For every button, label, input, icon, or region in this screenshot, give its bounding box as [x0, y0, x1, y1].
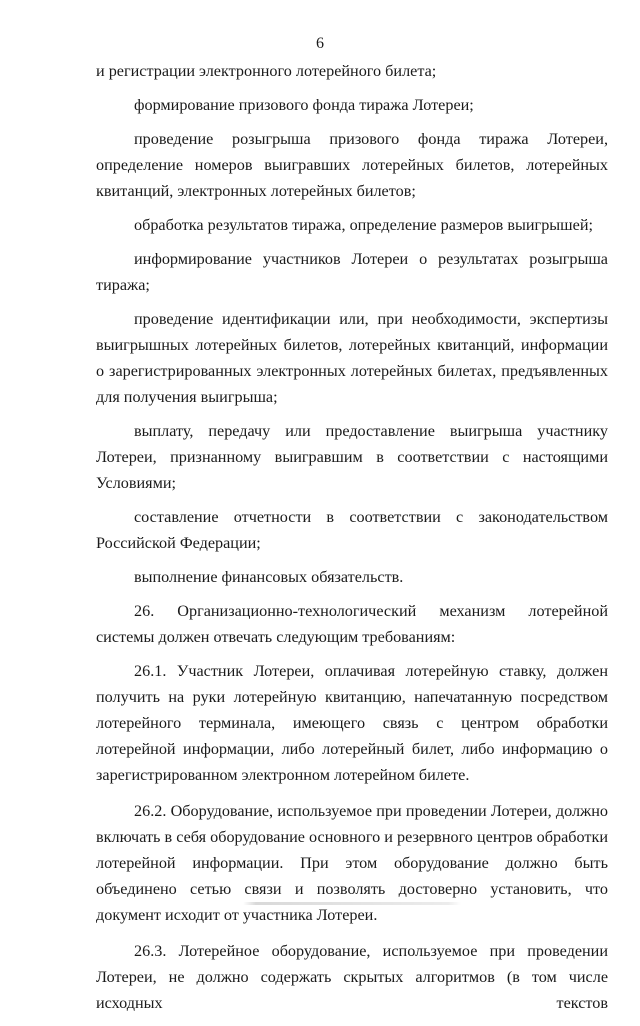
- paragraph-prize-fund-formation: формирование призового фонда тиража Лотереи;: [134, 96, 474, 114]
- paragraph-participant-informing: информирование участников Лотереи о результатах розыгрыша тиража;: [96, 250, 608, 294]
- paragraph-prize-payout: выплату, передачу или предоставление выигрыша участнику Лотереи, признанному выигравшим в соответствии с настоящими Условиями;: [96, 422, 608, 492]
- paragraph-results-processing: обработка результатов тиража, определение размеров выигрышей;: [134, 216, 593, 234]
- paragraph-section-26: 26. Организационно-технологический механизм лотерейной системы должен отвечать следующим требованиям:: [96, 602, 608, 646]
- paragraph-financial-obligations: выполнение финансовых обязательств.: [134, 568, 404, 586]
- paragraph-section-26-2: 26.2. Оборудование, используемое при проведении Лотереи, должно включать в себя оборудование основного и резервного центров обработки лотерейной информации. При этом оборудование должно быть объединено сетью связи и позволять достоверно установить, что документ исходит от участника Лотереи.: [96, 802, 608, 924]
- paragraph-draw-conduct: проведение розыгрыша призового фонда тиража Лотереи, определение номеров выигравших лотерейных билетов, лотерейных квитанций, электронных лотерейных билетов;: [96, 130, 608, 200]
- page-number: 6: [316, 35, 324, 52]
- paragraph-section-26-1: 26.1. Участник Лотереи, оплачивая лотерейную ставку, должен получить на руки лотерейную квитанцию, напечатанную посредством лотерейного терминала, имеющего связь с центром обработки лотерейной информации, либо лотерейный билет, либо информацию о зарегистрированном электронном лотерейном билете.: [96, 662, 608, 784]
- paragraph-section-26-3: 26.3. Лотерейное оборудование, используемое при проведении Лотереи, не должно содержать скрытых алгоритмов (в том числе исходных текстов: [96, 942, 608, 1012]
- document-body: [96, 58, 608, 1026]
- paragraph-identification-expertise: проведение идентификации или, при необходимости, экспертизы выигрышных лотерейных билетов, лотерейных квитанций, информации о зарегистрированных электронных лотерейных билетах, предъявленных для получения выигрыша;: [96, 310, 608, 406]
- paragraph-reporting: составление отчетности в соответствии с законодательством Российской Федерации;: [96, 508, 608, 552]
- paragraph-registration-continuation: и регистрации электронного лотерейного билета;: [96, 62, 437, 80]
